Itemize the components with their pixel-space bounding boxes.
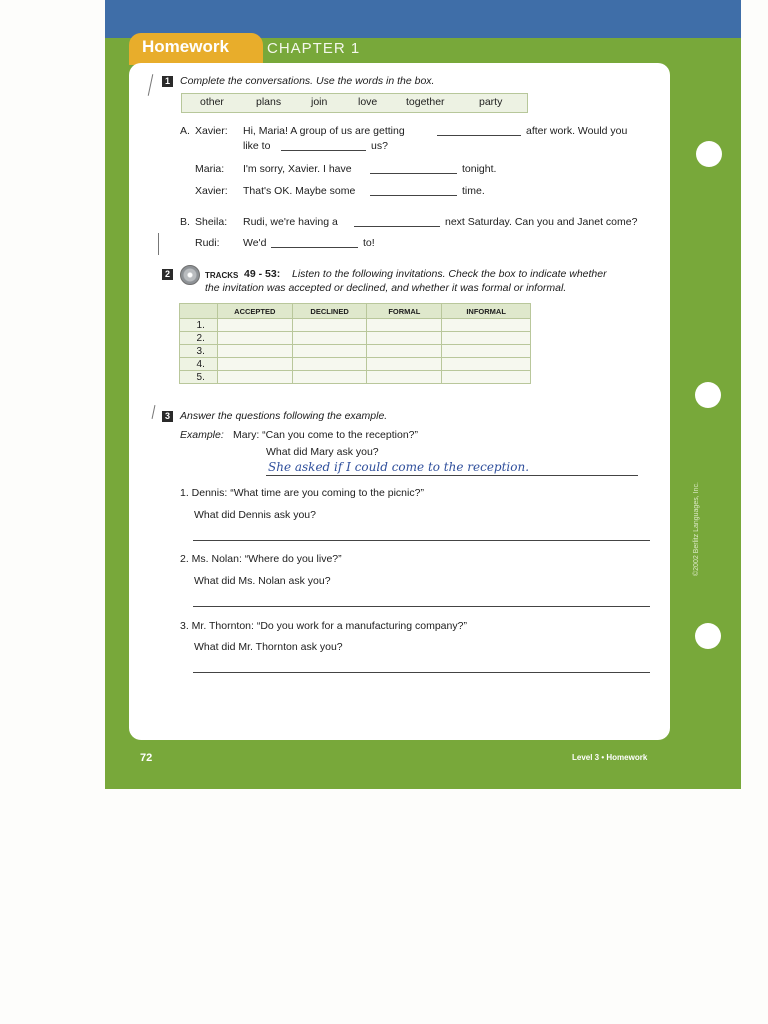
tracks-label: TRACKS xyxy=(205,271,239,280)
column-header: DECLINED xyxy=(292,304,367,319)
dialog-text: We'd xyxy=(243,237,267,249)
checkbox-cell[interactable] xyxy=(442,319,531,332)
checkbox-cell[interactable] xyxy=(217,371,292,384)
word-box-item: other xyxy=(200,96,224,108)
checkbox-cell[interactable] xyxy=(217,332,292,345)
dialog-text: time. xyxy=(462,185,485,197)
handwritten-answer: She asked if I could come to the reception. xyxy=(268,460,530,474)
example-question: What did Mary ask you? xyxy=(266,446,379,458)
answer-blank[interactable] xyxy=(354,226,440,227)
invitation-table xyxy=(179,303,531,384)
column-header: FORMAL xyxy=(367,304,442,319)
section-number: 1 xyxy=(162,76,173,87)
checkbox-cell[interactable] xyxy=(292,371,367,384)
answer-blank[interactable] xyxy=(437,135,521,136)
question-prompt: What did Ms. Nolan ask you? xyxy=(194,575,331,587)
checkbox-cell[interactable] xyxy=(217,358,292,371)
checkbox-cell[interactable] xyxy=(367,345,442,358)
row-number: 3. xyxy=(180,345,218,358)
example-quote: Mary: “Can you come to the reception?” xyxy=(233,429,419,441)
page-title: Homework xyxy=(142,37,229,56)
dialog-text: after work. Would you xyxy=(526,125,628,137)
punch-hole xyxy=(695,382,721,408)
footer-label: Level 3 • Homework xyxy=(572,753,648,762)
table-row xyxy=(180,345,531,358)
audio-cd-icon xyxy=(180,265,200,285)
question-prompt: What did Dennis ask you? xyxy=(194,509,316,521)
speaker-name: Xavier: xyxy=(195,125,228,137)
answer-line[interactable] xyxy=(193,606,650,607)
dialog-label: B. xyxy=(180,216,190,228)
row-number: 5. xyxy=(180,371,218,384)
speaker-name: Xavier: xyxy=(195,185,228,197)
section-instruction: the invitation was accepted or declined, and whether it was formal or informal. xyxy=(205,282,567,294)
question-quote: 2. Ms. Nolan: “Where do you live?” xyxy=(180,553,342,565)
punch-hole xyxy=(695,623,721,649)
row-number: 2. xyxy=(180,332,218,345)
example-label: Example: xyxy=(180,429,224,441)
checkbox-cell[interactable] xyxy=(292,358,367,371)
checkbox-cell[interactable] xyxy=(442,332,531,345)
answer-blank[interactable] xyxy=(370,173,457,174)
word-box xyxy=(181,93,528,113)
speaker-name: Maria: xyxy=(195,163,225,175)
chapter-label: CHAPTER 1 xyxy=(267,40,361,57)
checkbox-cell[interactable] xyxy=(292,319,367,332)
table-row xyxy=(180,371,531,384)
pencil-mark xyxy=(158,233,159,255)
checkbox-cell[interactable] xyxy=(442,358,531,371)
table-corner xyxy=(180,304,218,319)
dialog-text: tonight. xyxy=(462,163,497,175)
checkbox-cell[interactable] xyxy=(217,319,292,332)
checkbox-cell[interactable] xyxy=(292,345,367,358)
section-number: 2 xyxy=(162,269,173,280)
dialog-text: next Saturday. Can you and Janet come? xyxy=(445,216,638,228)
word-box-item: join xyxy=(311,96,328,108)
copyright-notice: ©2002 Berlitz Languages, Inc. xyxy=(693,482,700,576)
checkbox-cell[interactable] xyxy=(367,358,442,371)
column-header: INFORMAL xyxy=(442,304,531,319)
checkbox-cell[interactable] xyxy=(292,332,367,345)
table-row xyxy=(180,332,531,345)
question-quote: 3. Mr. Thornton: “Do you work for a manufacturing company?” xyxy=(180,620,467,632)
answer-line[interactable] xyxy=(193,540,650,541)
table-row xyxy=(180,319,531,332)
answer-blank[interactable] xyxy=(370,195,457,196)
row-number: 4. xyxy=(180,358,218,371)
word-box-item: together xyxy=(406,96,445,108)
row-number: 1. xyxy=(180,319,218,332)
answer-line[interactable] xyxy=(193,672,650,673)
dialog-text: Hi, Maria! A group of us are getting xyxy=(243,125,405,137)
checkbox-cell[interactable] xyxy=(367,332,442,345)
dialog-label: A. xyxy=(180,125,190,137)
question-quote: 1. Dennis: “What time are you coming to the picnic?” xyxy=(180,487,424,499)
checkbox-cell[interactable] xyxy=(442,345,531,358)
section-instruction: Answer the questions following the example. xyxy=(180,410,388,422)
punch-hole xyxy=(696,141,722,167)
section-instruction: Listen to the following invitations. Check the box to indicate whether xyxy=(292,268,607,280)
answer-blank[interactable] xyxy=(281,150,366,151)
track-range: 49 - 53: xyxy=(244,268,281,280)
speaker-name: Rudi: xyxy=(195,237,220,249)
dialog-text: Rudi, we're having a xyxy=(243,216,338,228)
table-row xyxy=(180,358,531,371)
checkbox-cell[interactable] xyxy=(367,371,442,384)
word-box-item: love xyxy=(358,96,378,108)
checkbox-cell[interactable] xyxy=(442,371,531,384)
question-prompt: What did Mr. Thornton ask you? xyxy=(194,641,343,653)
page-number: 72 xyxy=(140,752,153,764)
word-box-item: plans xyxy=(256,96,282,108)
dialog-text: That's OK. Maybe some xyxy=(243,185,356,197)
section-instruction: Complete the conversations. Use the words in the box. xyxy=(180,75,435,87)
column-header: ACCEPTED xyxy=(217,304,292,319)
word-box-item: party xyxy=(479,96,503,108)
section-number: 3 xyxy=(162,411,173,422)
dialog-text: like to xyxy=(243,140,271,152)
dialog-text: us? xyxy=(371,140,388,152)
answer-line xyxy=(266,475,638,476)
answer-blank[interactable] xyxy=(271,247,358,248)
checkbox-cell[interactable] xyxy=(217,345,292,358)
dialog-text: I'm sorry, Xavier. I have xyxy=(243,163,352,175)
dialog-text: to! xyxy=(363,237,375,249)
speaker-name: Sheila: xyxy=(195,216,228,228)
checkbox-cell[interactable] xyxy=(367,319,442,332)
